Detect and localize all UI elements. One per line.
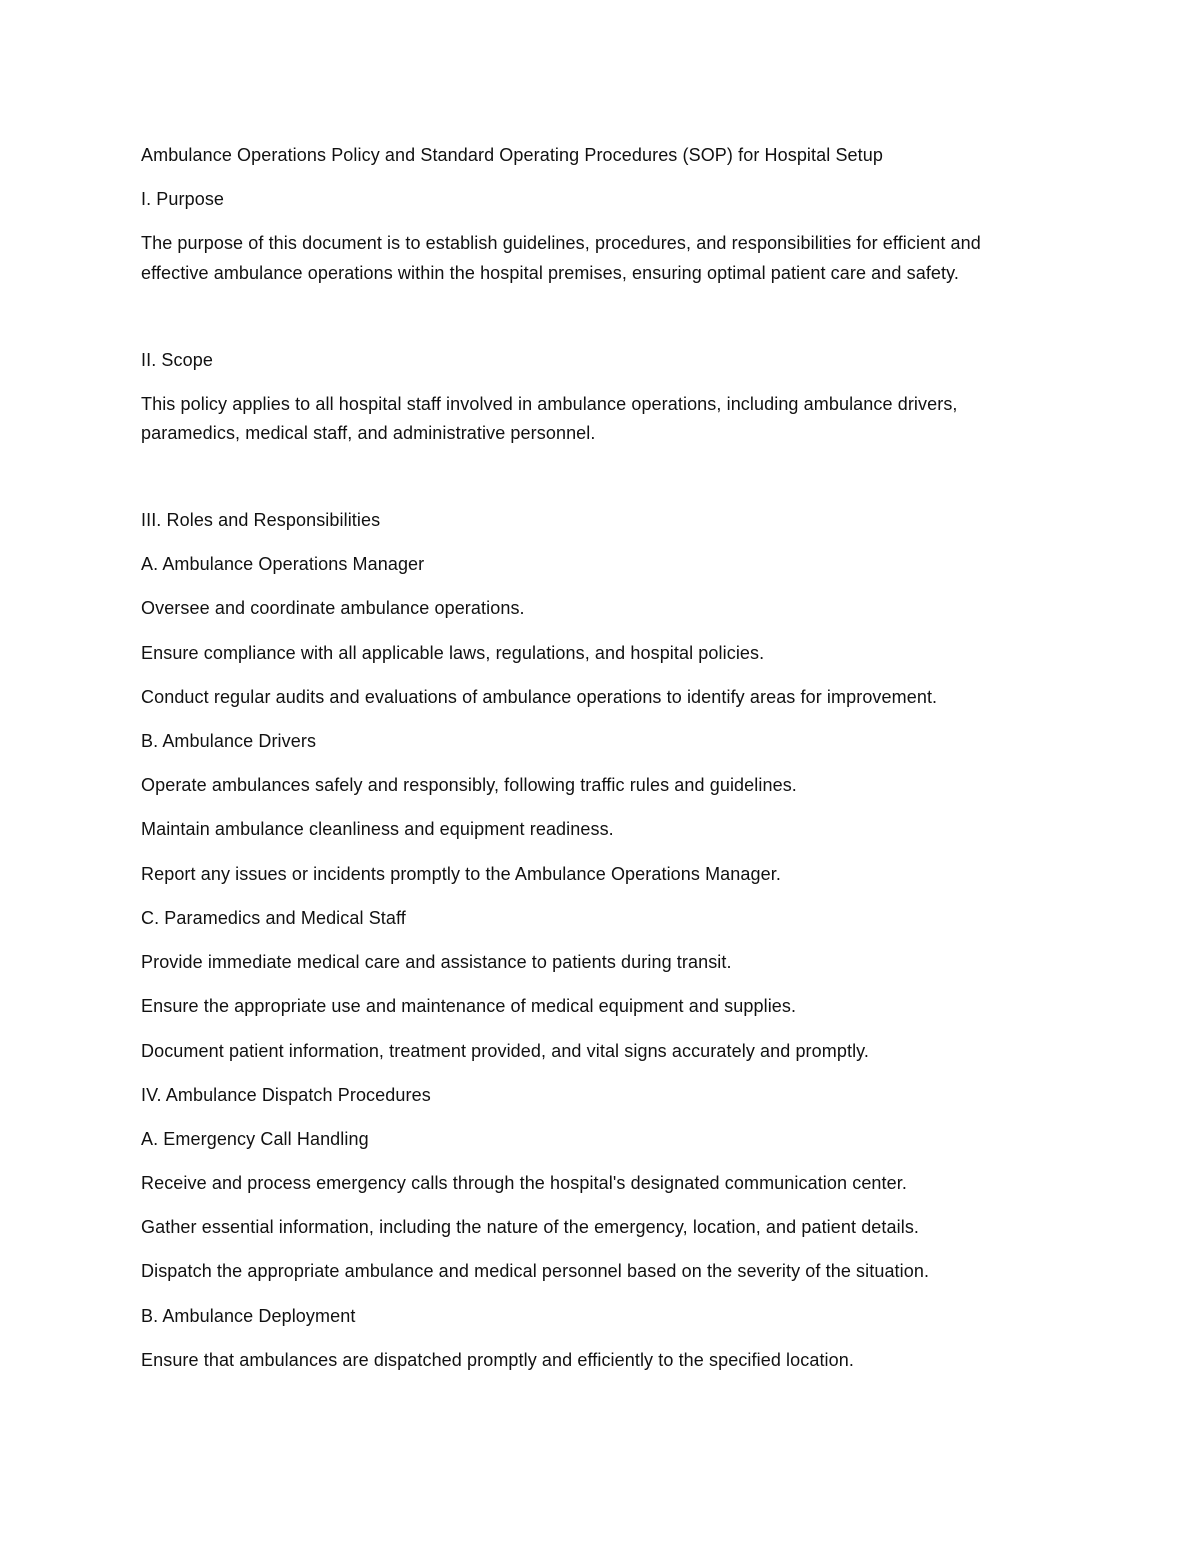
subsection-heading-deployment: B. Ambulance Deployment (141, 1306, 356, 1326)
purpose-paragraph-line: effective ambulance operations within the hospital premises, ensuring optimal patient care and safety. (141, 263, 959, 283)
section-heading-roles: III. Roles and Responsibilities (141, 510, 381, 530)
manager-item: Oversee and coordinate ambulance operations. (141, 598, 525, 618)
section-heading-scope: II. Scope (141, 350, 213, 370)
call-handling-item: Dispatch the appropriate ambulance and medical personnel based on the severity of the situation. (141, 1261, 930, 1281)
paramedics-item: Ensure the appropriate use and maintenance of medical equipment and supplies. (141, 996, 797, 1016)
purpose-paragraph-line: The purpose of this document is to establish guidelines, procedures, and responsibilities for efficient and (141, 233, 981, 253)
call-handling-item: Receive and process emergency calls through the hospital's designated communication center. (141, 1173, 907, 1193)
deployment-item: Ensure that ambulances are dispatched promptly and efficiently to the specified location. (141, 1350, 854, 1370)
paramedics-item: Document patient information, treatment provided, and vital signs accurately and promptly. (141, 1041, 870, 1061)
subsection-heading-drivers: B. Ambulance Drivers (141, 731, 317, 751)
drivers-item: Operate ambulances safely and responsibly, following traffic rules and guidelines. (141, 775, 797, 795)
subsection-heading-call-handling: A. Emergency Call Handling (141, 1129, 369, 1149)
scope-paragraph-line: paramedics, medical staff, and administrative personnel. (141, 423, 596, 443)
document-title: Ambulance Operations Policy and Standard Operating Procedures (SOP) for Hospital Setup (141, 145, 883, 165)
subsection-heading-manager: A. Ambulance Operations Manager (141, 554, 425, 574)
manager-item: Conduct regular audits and evaluations of ambulance operations to identify areas for improvement. (141, 687, 938, 707)
drivers-item: Maintain ambulance cleanliness and equipment readiness. (141, 819, 614, 839)
subsection-heading-paramedics: C. Paramedics and Medical Staff (141, 908, 406, 928)
section-heading-dispatch: IV. Ambulance Dispatch Procedures (141, 1085, 431, 1105)
scope-paragraph-line: This policy applies to all hospital staff involved in ambulance operations, including ambulance drivers, (141, 394, 958, 414)
section-heading-purpose: I. Purpose (141, 189, 225, 209)
call-handling-item: Gather essential information, including the nature of the emergency, location, and patient details. (141, 1217, 920, 1237)
drivers-item: Report any issues or incidents promptly to the Ambulance Operations Manager. (141, 864, 781, 884)
paramedics-item: Provide immediate medical care and assistance to patients during transit. (141, 952, 732, 972)
manager-item: Ensure compliance with all applicable laws, regulations, and hospital policies. (141, 643, 765, 663)
